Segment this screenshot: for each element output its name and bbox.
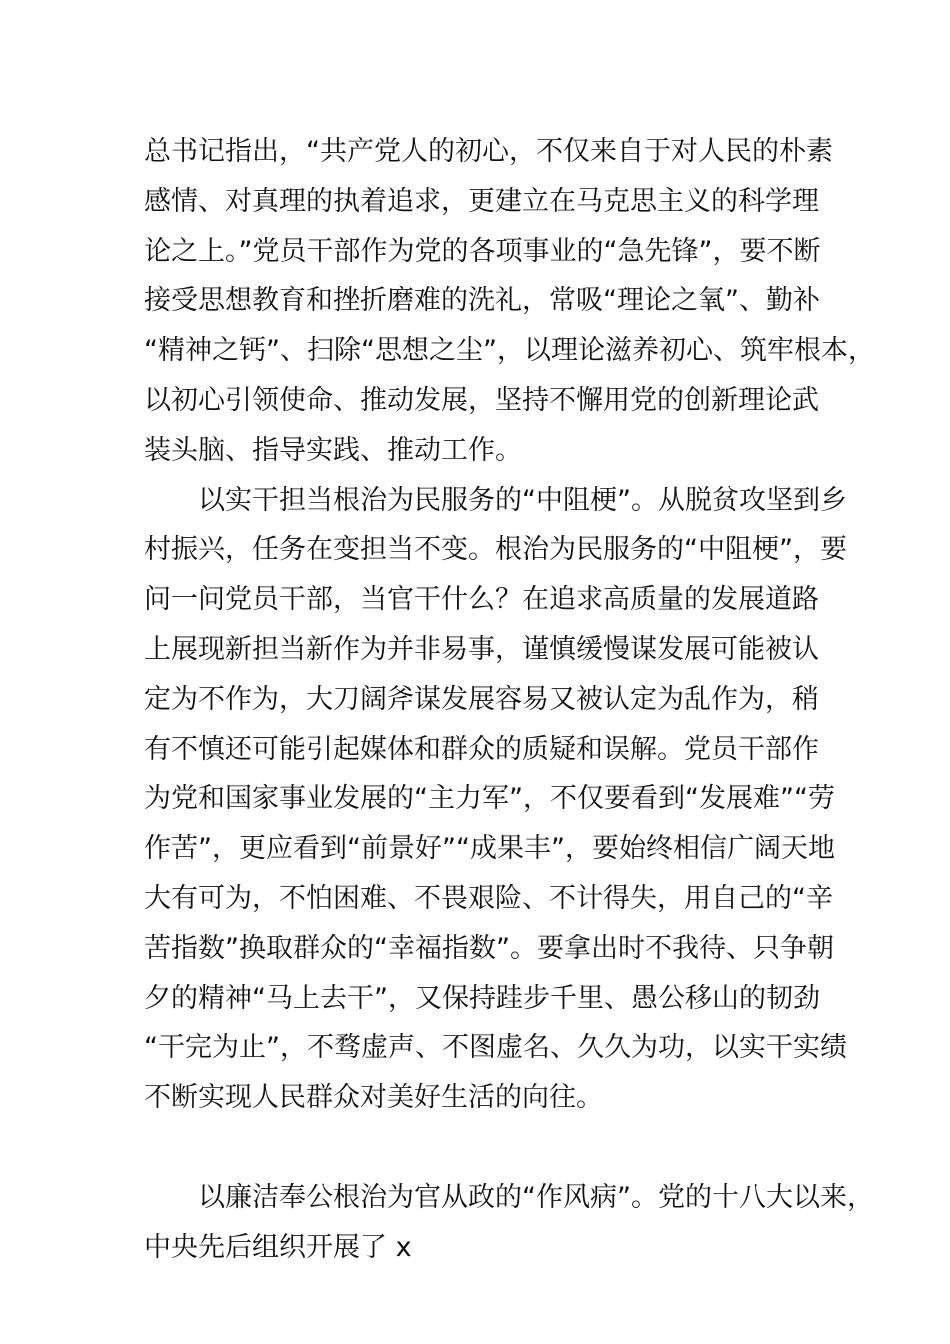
paragraph-line: 问一问党员干部，当官干什么？在追求高质量的发展道路 <box>144 584 819 616</box>
paragraph-line: 以实干担当根治为民服务的“中阻梗”。从脱贫攻坚到乡 <box>198 484 847 516</box>
paragraph-1 <box>144 127 875 476</box>
paragraph-line: 中央先后组织开展了 x <box>144 1231 412 1263</box>
paragraph-line: 论之上。”党员干部作为党的各项事业的“急先锋”，要不断 <box>144 235 821 267</box>
paragraph-line: 装头脑、指导实践、推动工作。 <box>144 434 522 466</box>
paragraph-line: 作苦”，更应看到“前景好”“成果丰”，要始终相信广阔天地 <box>144 833 835 865</box>
paragraph-line: 大有可为，不怕困难、不畏艰险、不计得失，用自己的“辛 <box>144 882 833 914</box>
paragraph-3 <box>144 1173 874 1273</box>
paragraph-line: 定为不作为，大刀阔斧谋发展容易又被认定为乱作为，稍 <box>144 683 819 715</box>
document-body <box>144 127 875 1272</box>
paragraph-line: 苦指数”换取群众的“幸福指数”。要拿出时不我待、只争朝 <box>144 932 834 964</box>
paragraph-line: “干完为止”，不骛虚声、不图虚名、久久为功，以实干实绩 <box>144 1032 847 1064</box>
paragraph-line: 以廉洁奉公根治为官从政的“作风病”。党的十八大以来， <box>198 1181 874 1213</box>
paragraph-line: 为党和国家事业发展的“主力军”，不仅要看到“发展难”“劳 <box>144 783 835 815</box>
paragraph-line: 总书记指出，“共产党人的初心，不仅来自于对人民的朴素 <box>144 136 833 167</box>
paragraph-line: 接受思想教育和挫折磨难的洗礼，常吸“理论之氧”、勤补 <box>144 285 820 317</box>
paragraph-line: “精神之钙”、扫除“思想之尘”，以理论滋养初心、筑牢根本， <box>144 335 875 367</box>
paragraph-2 <box>144 476 847 1173</box>
paragraph-line: 村振兴，任务在变担当不变。根治为民服务的“中阻梗”，要 <box>144 534 847 566</box>
paragraph-line: 上展现新担当新作为并非易事，谨慎缓慢谋发展可能被认 <box>144 633 819 665</box>
paragraph-line: 有不慎还可能引起媒体和群众的质疑和误解。党员干部作 <box>144 733 819 765</box>
paragraph-line: 夕的精神“马上去干”，又保持跬步千里、愚公移山的韧劲 <box>144 982 820 1014</box>
paragraph-line: 不断实现人民群众对美好生活的向往。 <box>144 1082 603 1114</box>
paragraph-line <box>144 1123 834 1173</box>
paragraph-line: 以初心引领使命、推动发展，坚持不懈用党的创新理论武 <box>144 384 819 416</box>
paragraph-line: 感情、对真理的执着追求，更建立在马克思主义的科学理 <box>144 185 819 217</box>
